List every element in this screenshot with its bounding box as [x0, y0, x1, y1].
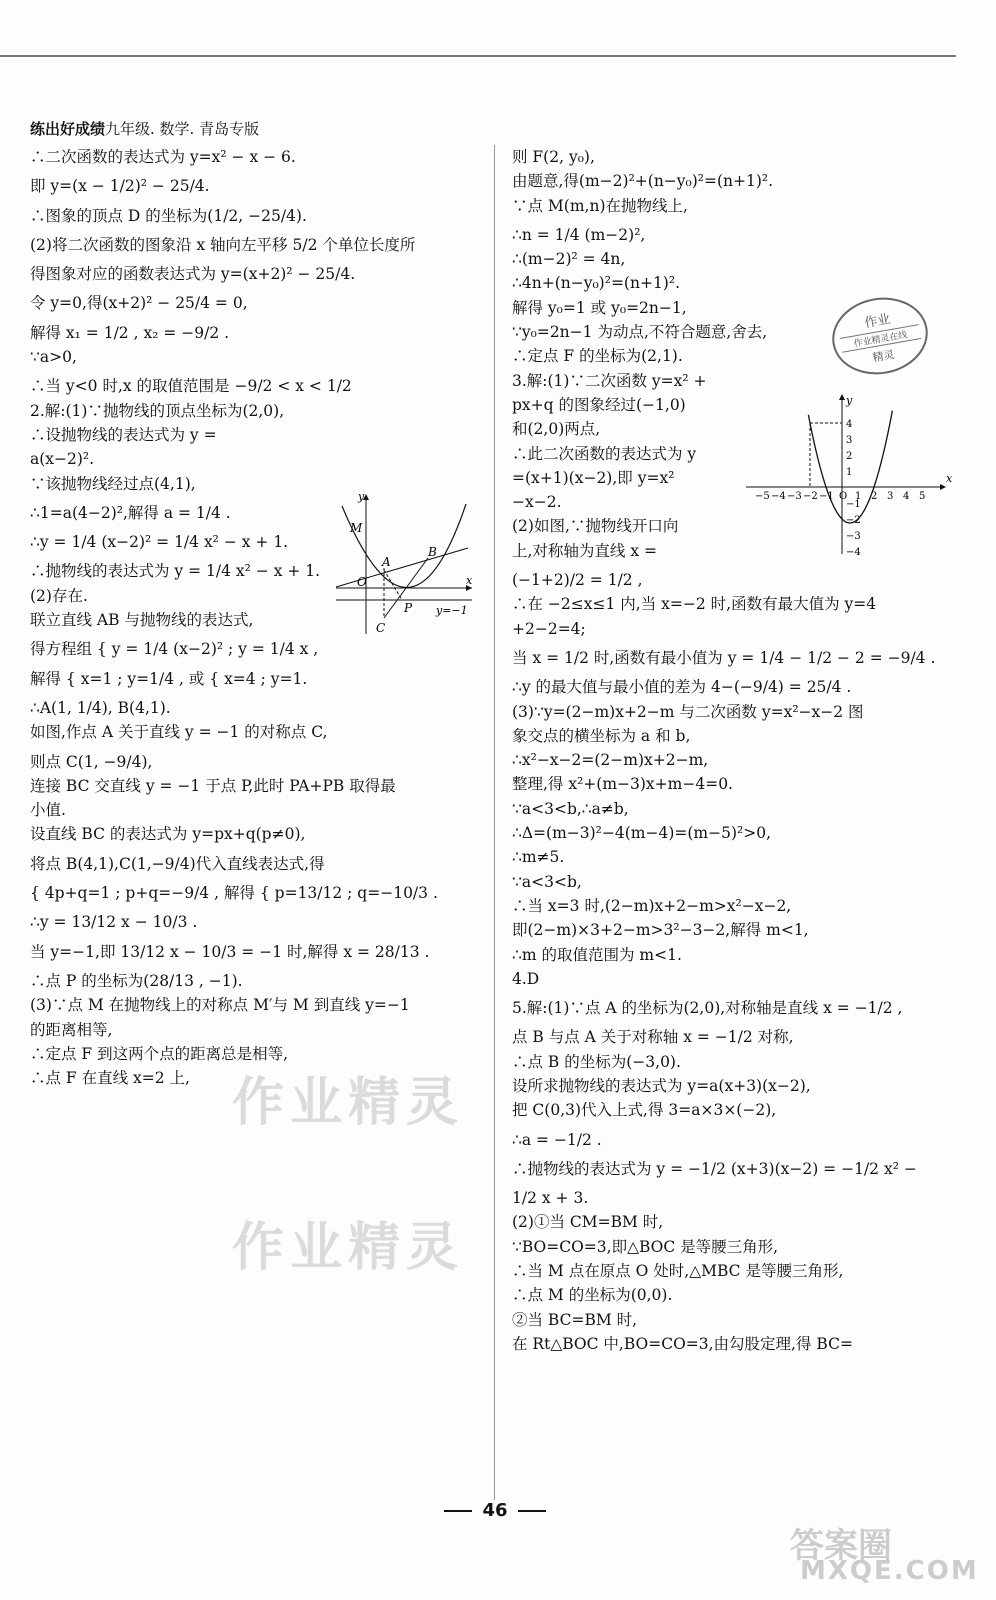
right-column-line: ∵a<3<b,∴a≠b,: [512, 799, 629, 818]
right-column-line: ∴在 −2≤x≤1 内,当 x=−2 时,函数有最大值为 y=4: [512, 595, 877, 614]
fig2-x-tick-label: 2: [871, 491, 878, 502]
right-column-line: ∴此二次函数的表达式为 y: [512, 444, 697, 463]
fig2-y-tick-label: −3: [846, 531, 861, 542]
right-column-line: ∴4n+(n−y₀)²=(n+1)².: [512, 274, 680, 293]
fig2-x-tick-label: −5: [755, 491, 770, 502]
page-header: [30, 118, 259, 139]
column-divider: [494, 145, 495, 1500]
right-column-line: ∴定点 F 的坐标为(2,1).: [512, 347, 683, 366]
right-column-line: ∴抛物线的表达式为 y = −1/2 (x+3)(x−2) = −1/2 x² −: [512, 1159, 917, 1178]
page-number-dash-right: [518, 1510, 546, 1512]
fig2-x-tick-label: O: [839, 491, 848, 502]
left-column-line: 连接 BC 交直线 y = −1 于点 P,此时 PA+PB 取得最: [30, 776, 396, 795]
left-column-line: 联立直线 AB 与抛物线的表达式,: [30, 611, 254, 630]
fig1-label-x: x: [466, 574, 473, 587]
right-column-line: ∴a = −1/2 .: [512, 1130, 602, 1149]
left-column-line: 2.解:(1)∵抛物线的顶点坐标为(2,0),: [30, 401, 285, 420]
left-column-line: (3)∵点 M 在抛物线上的对称点 M′与 M 到直线 y=−1: [30, 996, 410, 1015]
fig1-label-c: C: [376, 621, 386, 635]
right-column-line: +2−2=4;: [512, 619, 586, 638]
left-column-line: ∴A(1, 1/4), B(4,1).: [30, 698, 171, 717]
left-column-line: 将点 B(4,1),C(1,−9/4)代入直线表达式,得: [30, 854, 325, 873]
left-column-line: ∴当 y<0 时,x 的取值范围是 −9/2 < x < 1/2: [30, 377, 352, 396]
fig2-y-tick-label: 4: [846, 419, 853, 430]
fig2-x-tick-label: 5: [919, 491, 926, 502]
stamp-line-2: 作业精灵在线: [840, 324, 921, 353]
right-column-line: 象交点的横坐标为 a 和 b,: [512, 726, 691, 745]
page-number: [420, 1500, 570, 1521]
fig2-y-tick-label: −4: [846, 547, 861, 557]
fig2-ticks: [755, 419, 925, 557]
left-column-line: 设直线 BC 的表达式为 y=px+q(p≠0),: [30, 825, 306, 844]
left-column-line: ∴y = 1/4 (x−2)² = 1/4 x² − x + 1.: [30, 533, 289, 552]
right-column-line: 3.解:(1)∵二次函数 y=x² +: [512, 371, 707, 390]
left-column-line: ∴图象的顶点 D 的坐标为(1/2, −25/4).: [30, 206, 307, 225]
left-column-line: a(x−2)².: [30, 450, 95, 469]
right-column-line: ∴点 M 的坐标为(0,0).: [512, 1286, 673, 1305]
left-column-line: ∴抛物线的表达式为 y = 1/4 x² − x + 1.: [30, 562, 321, 581]
right-column-line: ∴Δ=(m−3)²−4(m−4)=(m−5)²>0,: [512, 824, 772, 843]
left-column-line: 则点 C(1, −9/4),: [30, 752, 153, 771]
right-column-line: ∵y₀=2n−1 为动点,不符合题意,舍去,: [512, 323, 768, 342]
right-column-line: 1/2 x + 3.: [512, 1189, 589, 1208]
right-column-line: ∴x²−x−2=(2−m)x+2−m,: [512, 751, 709, 770]
right-column-line: (−1+2)/2 = 1/2 ,: [512, 571, 643, 590]
left-column-line: 解得 x₁ = 1/2 , x₂ = −9/2 .: [30, 323, 230, 342]
fig2-y-tick-label: −1: [846, 499, 861, 510]
left-column-line: ∴设抛物线的表达式为 y =: [30, 425, 217, 444]
right-column-line: 上,对称轴为直线 x =: [512, 541, 658, 560]
left-column-line: (2)将二次函数的图象沿 x 轴向左平移 5/2 个单位长度所: [30, 235, 416, 254]
right-column-line: (3)∵y=(2−m)x+2−m 与二次函数 y=x²−x−2 图: [512, 702, 864, 721]
left-column-line: 得图象对应的函数表达式为 y=(x+2)² − 25/4.: [30, 265, 356, 284]
right-column-line: 当 x = 1/2 时,函数有最小值为 y = 1/4 − 1/2 − 2 = −9/4 .: [512, 648, 936, 667]
fig2-x-tick-label: 1: [855, 491, 862, 502]
page-number-dash-left: [444, 1510, 472, 1512]
left-column-line: (2)存在.: [30, 586, 88, 605]
fig1-label-o: O: [357, 575, 367, 589]
right-column-line: ∴m 的取值范围为 m<1.: [512, 945, 682, 964]
fig2-x-tick-label: −2: [803, 491, 818, 502]
right-column-line: 在 Rt△BOC 中,BO=CO=3,由勾股定理,得 BC=: [512, 1334, 853, 1353]
right-column-line: 5.解:(1)∵点 A 的坐标为(2,0),对称轴是直线 x = −1/2 ,: [512, 999, 903, 1018]
book-title: 练出好成绩: [30, 120, 106, 138]
fig2-y-arrow: [839, 394, 845, 400]
fig2-x-tick-label: −3: [787, 491, 802, 502]
left-column-line: 当 y=−1,即 13/12 x − 10/3 = −1 时,解得 x = 28/13 .: [30, 942, 430, 961]
left-column-line: 令 y=0,得(x+2)² − 25/4 = 0,: [30, 294, 248, 313]
left-column-line: ∵该抛物线经过点(4,1),: [30, 474, 196, 493]
fig2-label-x: x: [946, 472, 952, 485]
fig1-label-a: A: [382, 555, 391, 569]
figure-coordinate-parabola: [742, 392, 952, 557]
left-column-line: ∴定点 F 到这两个点的距离总是相等,: [30, 1044, 289, 1063]
right-column-line: 整理,得 x²+(m−3)x+m−4=0.: [512, 775, 733, 794]
fig1-label-m: M: [350, 521, 363, 535]
right-column-line: ∴(m−2)² = 4n,: [512, 250, 626, 269]
fig1-label-p: P: [404, 601, 413, 615]
right-column-line: ∵a<3<b,: [512, 872, 582, 891]
fig2-y-tick-label: 1: [846, 467, 853, 478]
left-column-line: 即 y=(x − 1/2)² − 25/4.: [30, 177, 210, 196]
right-column-line: 和(2,0)两点,: [512, 420, 601, 439]
fig1-label-y: y: [358, 490, 365, 503]
right-column-line: 4.D: [512, 969, 540, 988]
fig2-label-y: y: [846, 394, 853, 407]
stamp-line-1: 作业: [863, 312, 892, 332]
right-column-line: ∴n = 1/4 (m−2)²,: [512, 225, 646, 244]
left-column-line: ∴1=a(4−2)²,解得 a = 1/4 .: [30, 503, 231, 522]
site-logo-url: MXQE.COM: [800, 1556, 979, 1586]
left-column-line: ∴y = 13/12 x − 10/3 .: [30, 913, 198, 932]
right-column-line: ∴当 M 点在原点 O 处时,△MBC 是等腰三角形,: [512, 1262, 844, 1281]
fig2-x-tick-label: −4: [771, 491, 786, 502]
right-column-line: px+q 的图象经过(−1,0): [512, 395, 686, 414]
stamp-line-3: 精灵: [871, 347, 896, 365]
book-subtitle: 九年级. 数学. 青岛专版: [105, 120, 260, 138]
right-column-line: ②当 BC=BM 时,: [512, 1310, 638, 1329]
page-number-value: 46: [482, 1500, 508, 1521]
fig2-y-tick-label: 3: [846, 435, 853, 446]
left-column-line: ∵a>0,: [30, 348, 77, 367]
figure-parabola-abpc: [332, 488, 480, 638]
right-column-line: 则 F(2, y₀),: [512, 148, 595, 166]
right-column-line: ∴m≠5.: [512, 848, 565, 867]
right-column-line: ∵BO=CO=3,即△BOC 是等腰三角形,: [512, 1237, 779, 1256]
watermark-1: 作业精灵: [232, 1073, 465, 1133]
fig1-label-b: B: [428, 545, 437, 559]
right-column-line: 把 C(0,3)代入上式,得 3=a×3×(−2),: [512, 1101, 777, 1120]
left-column-line: 得方程组 { y = 1/4 (x−2)² ; y = 1/4 x ,: [30, 640, 319, 659]
right-column-line: ∴y 的最大值与最小值的差为 4−(−9/4) = 25/4 .: [512, 678, 852, 697]
right-column-line: −x−2.: [512, 493, 562, 512]
left-column-line: 如图,作点 A 关于直线 y = −1 的对称点 C,: [30, 723, 328, 742]
left-column-line: ∴点 P 的坐标为(28/13 , −1).: [30, 971, 243, 990]
right-column-line: (2)①当 CM=BM 时,: [512, 1213, 664, 1232]
site-logo: 答案圈: [790, 1526, 892, 1566]
fig2-y-tick-label: −2: [846, 515, 861, 526]
right-column-line: ∵点 M(m,n)在抛物线上,: [512, 196, 688, 215]
left-column-line: 解得 { x=1 ; y=1/4 , 或 { x=4 ; y=1.: [30, 669, 308, 688]
left-column-line: ∴二次函数的表达式为 y=x² − x − 6.: [30, 148, 296, 166]
left-column-line: { 4p+q=1 ; p+q=−9/4 , 解得 { p=13/12 ; q=−10/3 .: [30, 884, 438, 903]
right-column-line: ∴当 x=3 时,(2−m)x+2−m>x²−x−2,: [512, 896, 792, 915]
fig1-label-line: y=−1: [436, 604, 468, 617]
fig2-x-tick-label: 3: [887, 491, 894, 502]
right-column-line: 即(2−m)×3+2−m>3²−3−2,解得 m<1,: [512, 921, 809, 940]
right-column-line: 由题意,得(m−2)²+(n−y₀)²=(n+1)².: [512, 172, 774, 191]
right-column-line: 解得 y₀=1 或 y₀=2n−1,: [512, 298, 687, 317]
right-column-line: =(x+1)(x−2),即 y=x²: [512, 468, 675, 487]
fig2-x-tick-label: −1: [819, 491, 834, 502]
right-column-line: 设所求抛物线的表达式为 y=a(x+3)(x−2),: [512, 1076, 811, 1095]
top-rule: [0, 55, 956, 57]
left-column-line: 的距离相等,: [30, 1020, 113, 1039]
fig1-dashed-ap: [384, 570, 402, 600]
fig1-line-ab: [336, 548, 468, 587]
fig2-y-tick-label: 2: [846, 451, 853, 462]
right-column-line: (2)如图,∵抛物线开口向: [512, 517, 679, 536]
right-column-line: 点 B 与点 A 关于对称轴 x = −1/2 对称,: [512, 1028, 794, 1047]
left-column-line: ∴点 F 在直线 x=2 上,: [30, 1069, 190, 1088]
fig2-x-tick-label: 4: [903, 491, 910, 502]
right-column-line: ∴点 B 的坐标为(−3,0).: [512, 1052, 681, 1071]
left-column-line: 小值.: [30, 801, 66, 820]
watermark-2: 作业精灵: [232, 1218, 465, 1278]
